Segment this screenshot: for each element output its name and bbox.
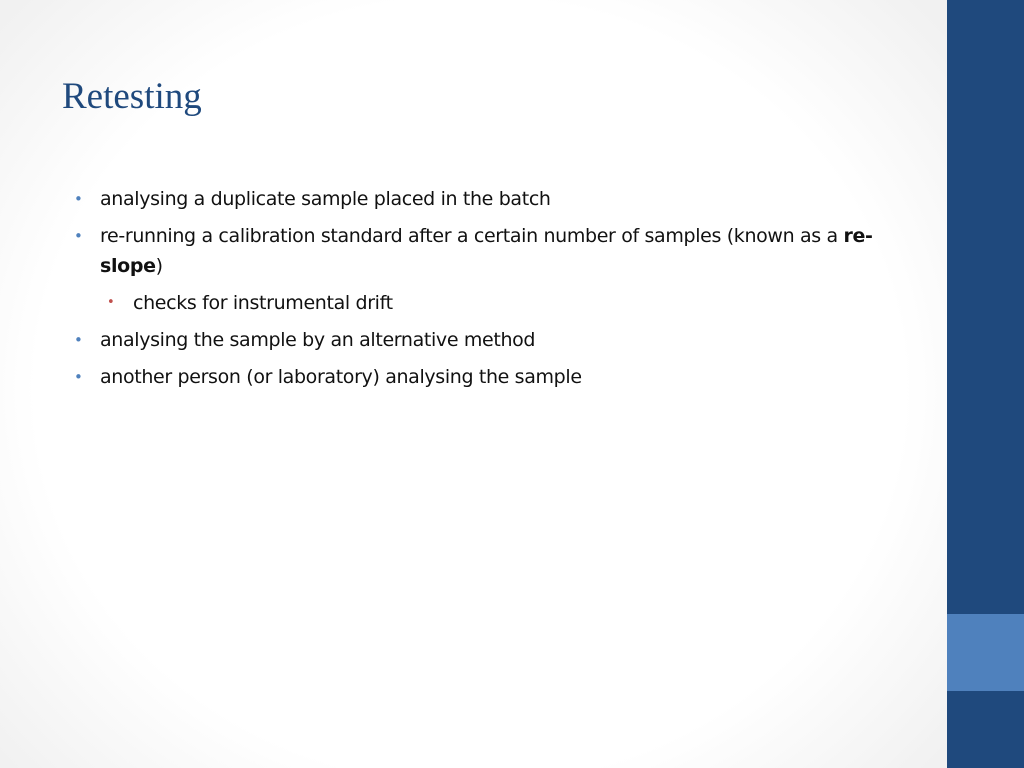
- bullet-text: re-running a calibration standard after a certain number of samples (known as a: [100, 225, 844, 247]
- bullet-dot-icon: •: [74, 368, 83, 386]
- slide-title: Retesting: [62, 76, 202, 117]
- bullet-dot-icon: •: [74, 227, 83, 245]
- bullet-item: [72, 184, 902, 214]
- bullet-text: checks for instrumental drift: [133, 292, 393, 314]
- bullet-bold-term: re-slope: [100, 225, 873, 277]
- bullet-item: [72, 221, 902, 281]
- side-band-accent: [947, 614, 1024, 691]
- bullet-text-end: ): [155, 255, 163, 277]
- sub-bullet-item: [72, 288, 902, 318]
- bullet-item: [72, 325, 902, 355]
- bullet-dot-icon: •: [74, 331, 83, 349]
- bullet-text: analysing a duplicate sample placed in the batch: [100, 188, 551, 210]
- bullet-list: [72, 184, 902, 399]
- bullet-item: [72, 362, 902, 392]
- bullet-dot-icon: •: [74, 190, 83, 208]
- sub-bullet-dot-icon: •: [107, 295, 115, 310]
- bullet-text: analysing the sample by an alternative method: [100, 329, 536, 351]
- bullet-text: another person (or laboratory) analysing the sample: [100, 366, 582, 388]
